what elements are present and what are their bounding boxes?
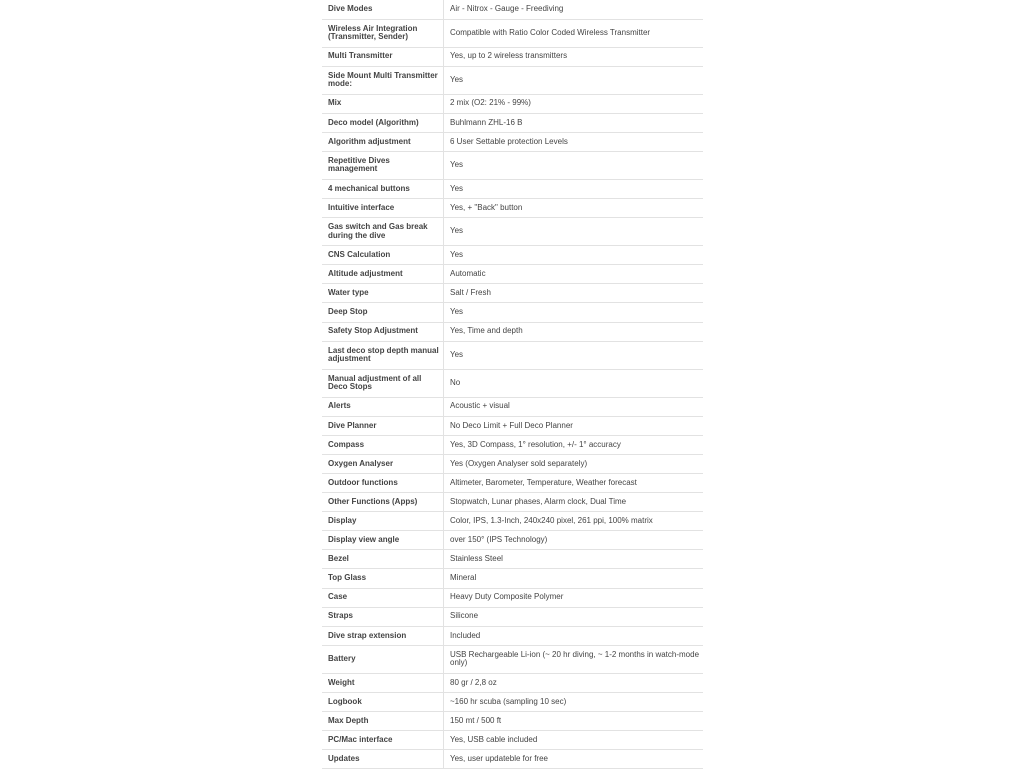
table-row: [322, 66, 703, 94]
spec-label: Dive Planner: [322, 416, 444, 435]
table-row: [322, 199, 703, 218]
spec-label: Side Mount Multi Transmitter mode:: [322, 66, 444, 94]
spec-value: Acoustic + visual: [444, 397, 704, 416]
spec-value: Air - Nitrox - Gauge - Freediving: [444, 0, 704, 19]
spec-label: Wireless Air Integration (Transmitter, Sender): [322, 19, 444, 47]
spec-label: PC/Mac interface: [322, 731, 444, 750]
spec-value: Included: [444, 626, 704, 645]
spec-label: 4 mechanical buttons: [322, 179, 444, 198]
table-row: [322, 369, 703, 397]
spec-label: Last deco stop depth manual adjustment: [322, 341, 444, 369]
spec-label: Gas switch and Gas break during the dive: [322, 218, 444, 246]
table-row: [322, 588, 703, 607]
table-row: [322, 416, 703, 435]
spec-value: ~160 hr scuba (sampling 10 sec): [444, 692, 704, 711]
spec-label: Compass: [322, 435, 444, 454]
table-row: [322, 179, 703, 198]
table-row: [322, 454, 703, 473]
table-row: [322, 284, 703, 303]
spec-value: Heavy Duty Composite Polymer: [444, 588, 704, 607]
spec-label: Outdoor functions: [322, 474, 444, 493]
table-row: [322, 626, 703, 645]
spec-label: Multi Transmitter: [322, 47, 444, 66]
spec-label: Alerts: [322, 397, 444, 416]
spec-value: 6 User Settable protection Levels: [444, 132, 704, 151]
spec-label: Max Depth: [322, 712, 444, 731]
spec-label: Deco model (Algorithm): [322, 113, 444, 132]
table-row: [322, 712, 703, 731]
spec-value: Automatic: [444, 265, 704, 284]
spec-label: Mix: [322, 94, 444, 113]
spec-value: Mineral: [444, 569, 704, 588]
spec-value: Compatible with Ratio Color Coded Wireless Transmitter: [444, 19, 704, 47]
table-row: [322, 474, 703, 493]
spec-value: Yes: [444, 179, 704, 198]
spec-label: Bezel: [322, 550, 444, 569]
spec-label: Altitude adjustment: [322, 265, 444, 284]
spec-label: Straps: [322, 607, 444, 626]
spec-value: Yes: [444, 151, 704, 179]
spec-label: Dive Modes: [322, 0, 444, 19]
spec-label: Manual adjustment of all Deco Stops: [322, 369, 444, 397]
spec-label: Display view angle: [322, 531, 444, 550]
table-row: [322, 731, 703, 750]
spec-value: 150 mt / 500 ft: [444, 712, 704, 731]
table-row: [322, 113, 703, 132]
table-row: [322, 397, 703, 416]
table-row: [322, 265, 703, 284]
spec-value: Yes: [444, 66, 704, 94]
spec-label: CNS Calculation: [322, 246, 444, 265]
table-row: [322, 94, 703, 113]
spec-value: USB Rechargeable Li-ion (~ 20 hr diving, ~ 1-2 months in watch-mode only): [444, 645, 704, 673]
spec-label: Other Functions (Apps): [322, 493, 444, 512]
table-row: [322, 531, 703, 550]
spec-value: Stainless Steel: [444, 550, 704, 569]
spec-value: Yes, USB cable included: [444, 731, 704, 750]
spec-label: Repetitive Dives management: [322, 151, 444, 179]
table-row: [322, 47, 703, 66]
spec-value: Yes, + "Back" button: [444, 199, 704, 218]
spec-value: Silicone: [444, 607, 704, 626]
table-row: [322, 673, 703, 692]
spec-value: Yes: [444, 341, 704, 369]
spec-label: Deep Stop: [322, 303, 444, 322]
spec-label: Battery: [322, 645, 444, 673]
spec-label: Logbook: [322, 692, 444, 711]
table-row: [322, 19, 703, 47]
spec-value: Buhlmann ZHL-16 B: [444, 113, 704, 132]
spec-value: Yes, user updateble for free: [444, 750, 704, 769]
table-row: [322, 512, 703, 531]
table-row: [322, 435, 703, 454]
spec-value: Yes: [444, 246, 704, 265]
table-row: [322, 607, 703, 626]
table-row: [322, 750, 703, 769]
spec-label: Display: [322, 512, 444, 531]
table-row: [322, 569, 703, 588]
spec-label: Oxygen Analyser: [322, 454, 444, 473]
table-row: [322, 692, 703, 711]
spec-label: Dive strap extension: [322, 626, 444, 645]
spec-value: over 150° (IPS Technology): [444, 531, 704, 550]
spec-label: Safety Stop Adjustment: [322, 322, 444, 341]
spec-value: Yes (Oxygen Analyser sold separately): [444, 454, 704, 473]
spec-value: 80 gr / 2,8 oz: [444, 673, 704, 692]
table-row: [322, 218, 703, 246]
spec-value: Color, IPS, 1.3-Inch, 240x240 pixel, 261 ppi, 100% matrix: [444, 512, 704, 531]
spec-label: Updates: [322, 750, 444, 769]
table-row: [322, 246, 703, 265]
spec-value: No Deco Limit + Full Deco Planner: [444, 416, 704, 435]
spec-value: Altimeter, Barometer, Temperature, Weather forecast: [444, 474, 704, 493]
table-row: [322, 493, 703, 512]
spec-value: Yes, 3D Compass, 1° resolution, +/- 1° accuracy: [444, 435, 704, 454]
table-row: [322, 322, 703, 341]
spec-label: Water type: [322, 284, 444, 303]
spec-label: Weight: [322, 673, 444, 692]
spec-value: Yes: [444, 218, 704, 246]
spec-label: Case: [322, 588, 444, 607]
table-row: [322, 132, 703, 151]
spec-value: Salt / Fresh: [444, 284, 704, 303]
spec-label: Top Glass: [322, 569, 444, 588]
spec-value: Yes, up to 2 wireless transmitters: [444, 47, 704, 66]
table-row: [322, 550, 703, 569]
table-row: [322, 645, 703, 673]
table-row: [322, 303, 703, 322]
spec-value: Yes: [444, 303, 704, 322]
spec-value: Yes, Time and depth: [444, 322, 704, 341]
spec-value: Stopwatch, Lunar phases, Alarm clock, Dual Time: [444, 493, 704, 512]
spec-value: 2 mix (O2: 21% - 99%): [444, 94, 704, 113]
spec-label: Algorithm adjustment: [322, 132, 444, 151]
table-row: [322, 151, 703, 179]
spec-label: Intuitive interface: [322, 199, 444, 218]
spec-value: No: [444, 369, 704, 397]
spec-table: [322, 0, 703, 769]
table-row: [322, 341, 703, 369]
table-row: [322, 0, 703, 19]
